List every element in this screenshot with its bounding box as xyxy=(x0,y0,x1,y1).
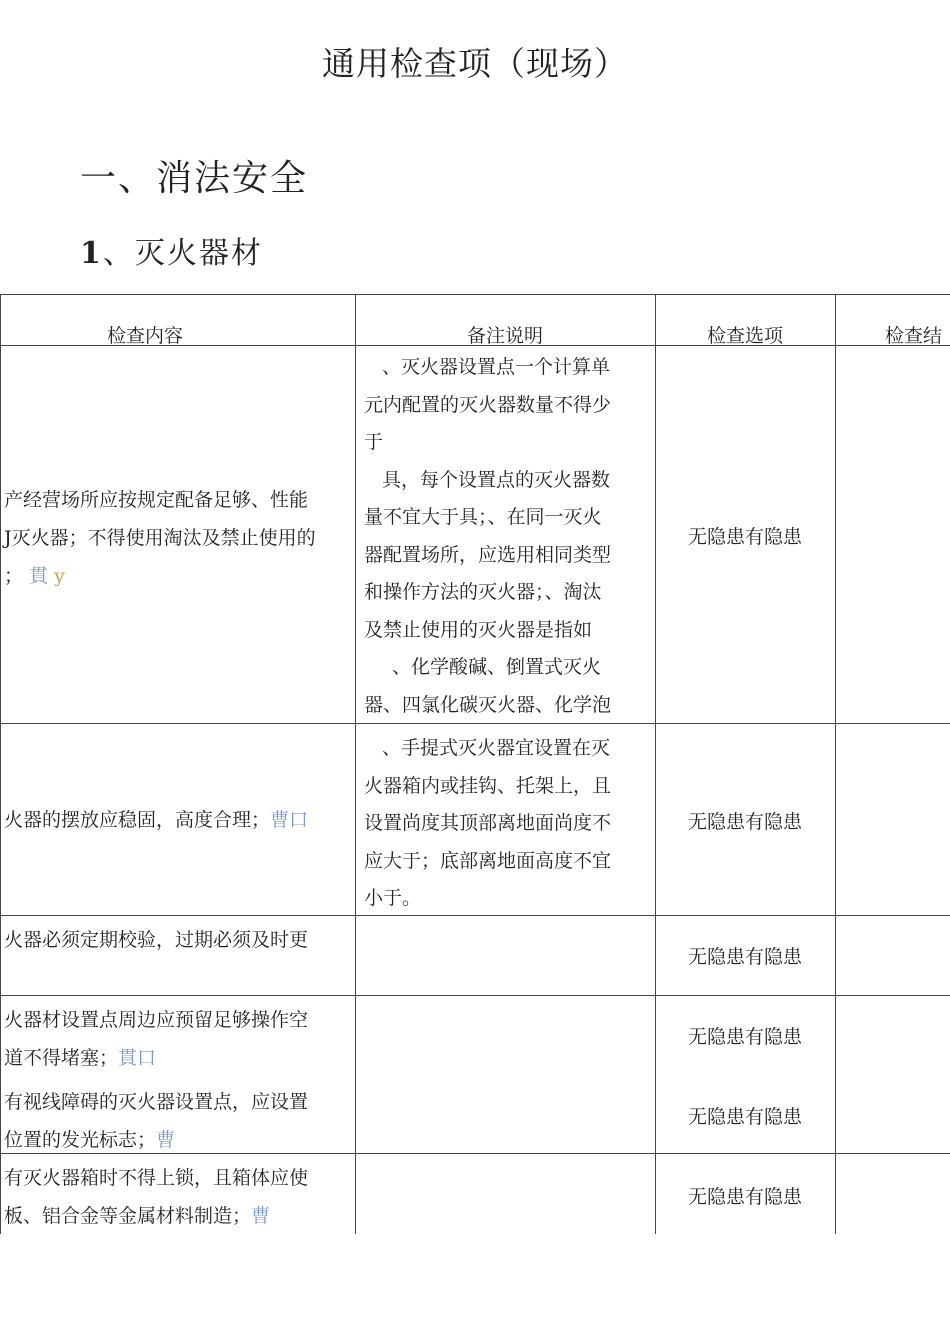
column-divider xyxy=(0,294,1,1234)
table-row-content xyxy=(4,921,308,959)
note-line: 、手提式灭火器宜设置在灭 xyxy=(382,737,611,759)
check-mark: y xyxy=(54,565,65,587)
inspection-table xyxy=(0,294,950,1234)
note-line: 元内配置的灭火器数量不得少 xyxy=(364,393,612,416)
content-line: 有视线障碍的灭火器设置点，应设置 xyxy=(4,1091,309,1113)
note-line: 具，每个设置点的灭火器数 xyxy=(382,468,611,491)
content-text: 道不得堵塞； xyxy=(4,1047,119,1069)
check-option[interactable]: 无隐患有隐患 xyxy=(687,526,802,548)
header-result: 检查结 xyxy=(885,325,943,347)
check-option[interactable]: 无隐患有隐患 xyxy=(687,946,802,968)
check-option[interactable]: 无隐患有隐患 xyxy=(687,811,802,833)
table-row-note xyxy=(364,730,649,918)
content-text: 火器的摆放应稳固，高度合理； xyxy=(4,809,271,831)
note-line: 小于。 xyxy=(364,887,422,909)
column-divider xyxy=(655,294,656,1234)
check-mark: 貫 xyxy=(29,565,49,587)
check-mark: 曹 xyxy=(156,1129,176,1151)
content-line xyxy=(4,1197,308,1234)
note-line: 器、四氯化碳灭火器、化学泡 xyxy=(364,693,612,716)
note-line: 设置尚度其顶部离地面尚度不 xyxy=(364,812,612,834)
content-text: 位置的发光标志； xyxy=(4,1129,157,1151)
note-line: 量不宜大于具；、在同一灭火 xyxy=(364,506,602,528)
table-border-top xyxy=(0,294,950,295)
check-option[interactable]: 无隐患有隐患 xyxy=(687,1026,802,1048)
content-line: 火器材设置点周边应预留足够操作空 xyxy=(4,1009,309,1031)
check-mark: 貫口 xyxy=(118,1047,157,1069)
content-line xyxy=(4,1121,308,1159)
note-line: 于 xyxy=(364,431,384,453)
column-divider xyxy=(355,294,356,1234)
content-text: ； xyxy=(4,565,24,587)
table-row-content xyxy=(4,1083,308,1159)
check-mark: 曹口 xyxy=(270,809,309,831)
table-row-note xyxy=(364,349,649,724)
table-row-content xyxy=(4,1001,308,1077)
content-text: 板、铝合金等金属材料制造； xyxy=(4,1205,252,1227)
header-content: 检查内容 xyxy=(106,325,183,347)
check-option[interactable]: 无隐患有隐患 xyxy=(687,1186,802,1208)
subsection-number: 1 xyxy=(80,236,103,271)
table-row-content xyxy=(4,481,316,595)
table-row-content xyxy=(4,801,308,839)
note-line: 应大于；底部离地面高度不宜 xyxy=(364,849,612,872)
content-text: 火器必须定期校验，过期必须及时更 xyxy=(4,929,309,951)
content-line: 产经营场所应按规定配备足够、性能 xyxy=(4,489,309,511)
content-line xyxy=(4,557,316,595)
note-line: 、灭火器设置点一个计算单 xyxy=(382,356,611,378)
page-title: 通用检查项（现场） xyxy=(322,44,628,83)
content-line: 有灭火器箱时不得上锁，且箱体应使 xyxy=(4,1167,309,1189)
column-divider xyxy=(835,294,836,1234)
note-line: 火器箱内或挂钩、托架上，且 xyxy=(364,774,612,797)
note-line: 、化学酸碱、倒置式灭火 xyxy=(392,656,602,678)
content-line xyxy=(4,1039,308,1077)
header-option: 检查选项 xyxy=(706,325,783,347)
header-note: 备注说明 xyxy=(466,325,543,347)
row-divider xyxy=(0,995,950,996)
note-line: 及禁止使用的灭火器是指如 xyxy=(364,618,593,641)
check-mark: 曹 xyxy=(251,1205,271,1227)
note-line: 和操作方法的灭火器；、淘汰 xyxy=(364,581,602,603)
subsection-title: 、灭火器材 xyxy=(102,236,263,271)
table-row-content xyxy=(4,1159,308,1234)
section-heading: 一、消法安全 xyxy=(80,158,309,199)
check-option[interactable]: 无隐患有隐患 xyxy=(687,1106,802,1128)
content-line: J灭火器；不得使用淘汰及禁止使用的 xyxy=(4,527,316,549)
subsection-heading xyxy=(80,228,263,272)
note-line: 器配置场所，应选用相同类型 xyxy=(364,543,612,566)
